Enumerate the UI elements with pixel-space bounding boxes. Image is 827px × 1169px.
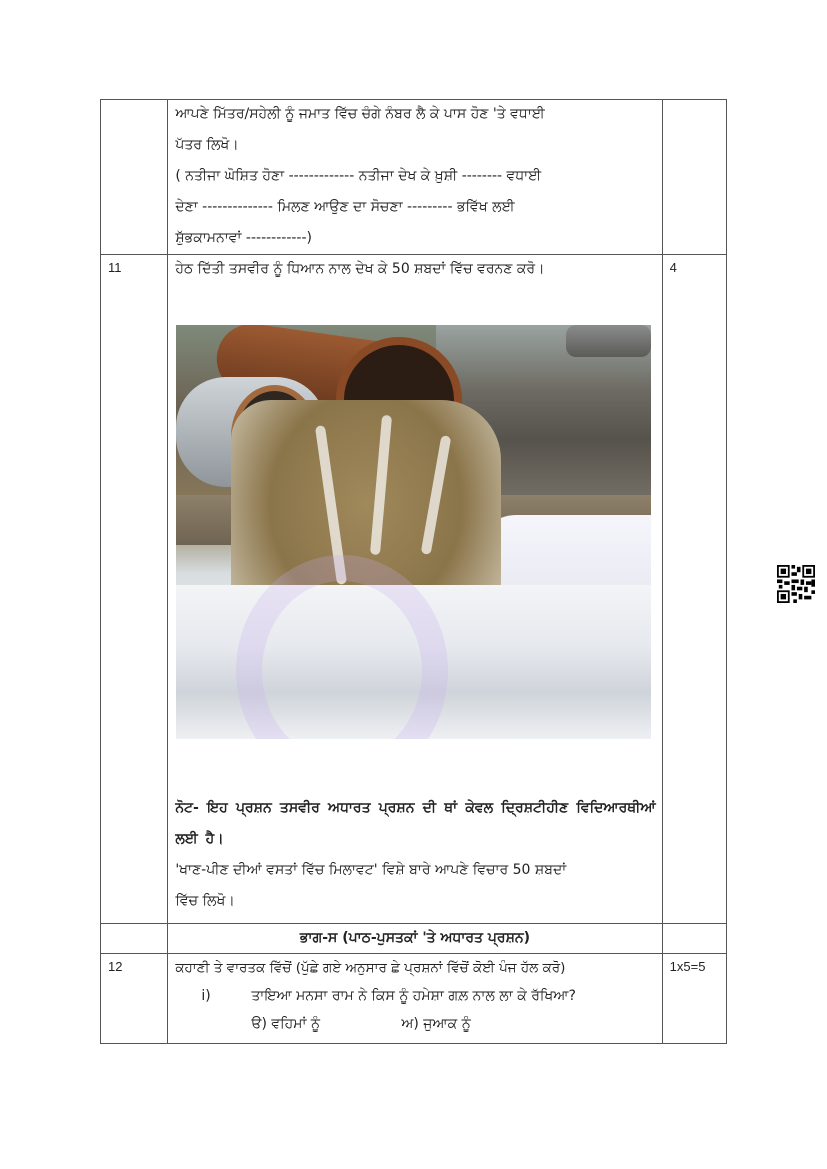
note-text: ਨੋਟ- ਇਹ ਪ੍ਰਸ਼ਨ ਤਸਵੀਰ ਅਧਾਰਤ ਪ੍ਰਸ਼ਨ ਦੀ ਥਾਂ ਕੇਵਲ ਦ੍ਰਿਸ਼ਟੀਹੀਣ ਵਿਦਿਆਰਥੀਆਂ ਲਈ ਹੈ। xyxy=(175,800,656,847)
empty-cell xyxy=(662,924,726,954)
alt-question-line: 'ਖਾਣ-ਪੀਣ ਦੀਆਂ ਵਸਤਾਂ ਵਿੱਚ ਮਿਲਾਵਟ' ਵਿਸ਼ੇ ਬਾਰੇ ਆਪਣੇ ਵਿਚਾਰ 50 ਸ਼ਬਦਾਂ xyxy=(175,862,567,878)
question-line: ਕਹਾਣੀ ਤੇ ਵਾਰਤਕ ਵਿੱਚੋਂ (ਪੁੱਛੇ ਗਏ ਅਨੁਸਾਰ ਛੇ ਪ੍ਰਸ਼ਨਾਂ ਵਿੱਚੋਂ ਕੋਈ ਪੰਜ ਹੱਲ ਕਰੋ) xyxy=(175,960,566,976)
question-text xyxy=(168,954,662,1044)
marks: 1x5=5 xyxy=(662,954,726,1044)
question-table xyxy=(100,99,727,1044)
question-line: ਹੇਠ ਦਿੱਤੀ ਤਸਵੀਰ ਨੂੰ ਧਿਆਨ ਨਾਲ ਦੇਖ ਕੇ 50 ਸ਼ਬਦਾਂ ਵਿੱਚ ਵਰਨਣ ਕਰੋ। xyxy=(175,261,545,277)
qr-code-icon xyxy=(777,565,815,603)
section-heading: ਭਾਗ-ਸ (ਪਾਠ-ਪੁਸਤਕਾਂ 'ਤੇ ਅਧਾਰਤ ਪ੍ਰਸ਼ਨ) xyxy=(168,924,662,954)
hint-line: ( ਨਤੀਜਾ ਘੋਸ਼ਿਤ ਹੋਣਾ ------------- ਨਤੀਜਾ ਦੇਖ ਕੇ ਖ਼ੁਸ਼ੀ -------- ਵਧਾਈ xyxy=(175,168,542,184)
sub-question-label: i) xyxy=(201,988,211,1004)
question-number: 11 xyxy=(101,255,168,924)
marks: 4 xyxy=(662,255,726,924)
question-line: ਪੱਤਰ ਲਿਖੋ। xyxy=(175,137,239,153)
option-b: ਅ) ਜੁਆਕ ਨੂੰ xyxy=(401,1016,471,1032)
hint-line: ਸ਼ੁੱਭਕਾਮਨਾਵਾਂ ------------) xyxy=(175,230,312,246)
marks xyxy=(662,100,726,255)
hint-line: ਦੇਣਾ -------------- ਮਿਲਣ ਆਉਣ ਦਾ ਸੋਚਣਾ --------- ਭਵਿੱਖ ਲਈ xyxy=(175,199,515,215)
options xyxy=(175,1010,655,1038)
question-line: ਆਪਣੇ ਮਿੱਤਰ/ਸਹੇਲੀ ਨੂੰ ਜਮਾਤ ਵਿੱਚ ਚੰਗੇ ਨੰਬਰ ਲੈ ਕੇ ਪਾਸ ਹੋਣ 'ਤੇ ਵਧਾਈ xyxy=(175,106,545,122)
alt-question-line: ਵਿੱਚ ਲਿਖੋ। xyxy=(175,893,235,909)
question-text xyxy=(168,100,662,255)
question-number: 12 xyxy=(101,954,168,1044)
table-row-question-11 xyxy=(101,255,727,924)
option-a: ੳ) ਵਹਿਮਾਂ ਨੂੰ xyxy=(251,1016,320,1032)
question-number xyxy=(101,100,168,255)
table-row-letter-question xyxy=(101,100,727,255)
sub-question xyxy=(175,982,655,1010)
background-pipe xyxy=(566,325,651,357)
sub-question-text: ਤਾਇਆ ਮਨਸਾ ਰਾਮ ਨੇ ਕਿਸ ਨੂੰ ਹਮੇਸ਼ਾ ਗਲ਼ ਨਾਲ ਲਾ ਕੇ ਰੱਖਿਆ? xyxy=(251,988,576,1004)
table-row-section-heading xyxy=(101,924,727,954)
question-text xyxy=(168,255,662,924)
table-row-question-12 xyxy=(101,954,727,1044)
empty-cell xyxy=(101,924,168,954)
pollution-photo xyxy=(176,325,651,739)
